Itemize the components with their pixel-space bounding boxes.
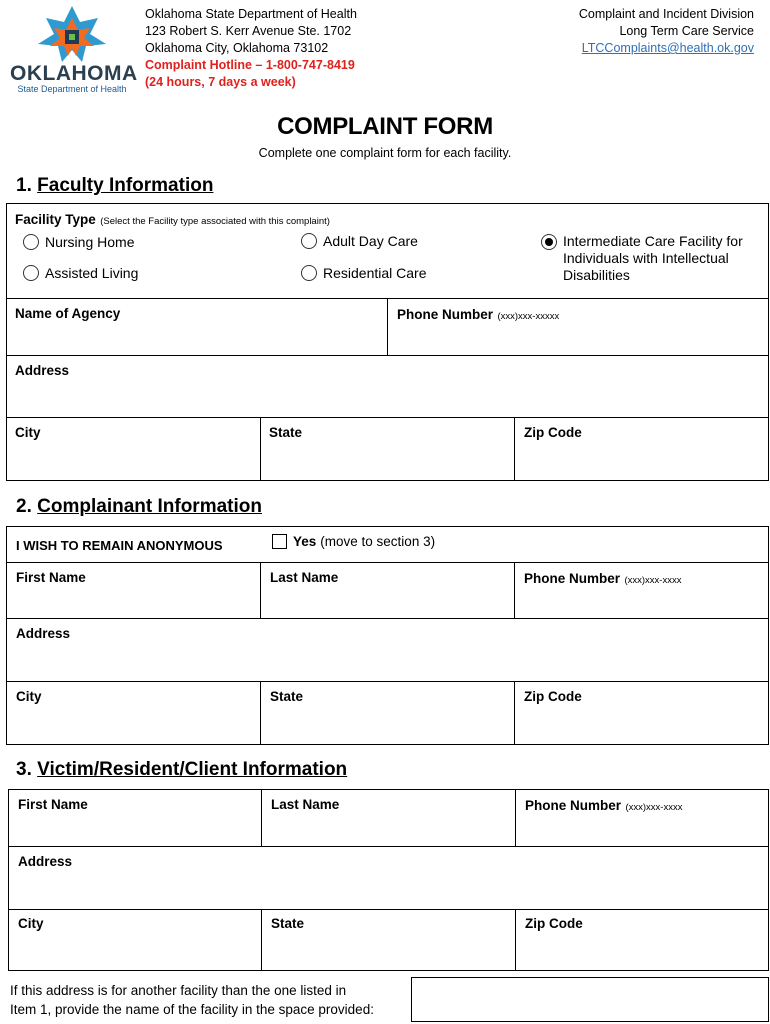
victim-first-name-field[interactable]: [8, 789, 262, 847]
hotline-hours: (24 hours, 7 days a week): [145, 75, 296, 89]
victim-phone-hint: (xxx)xxx-xxxx: [625, 802, 683, 813]
agency-state-field[interactable]: [260, 417, 515, 481]
victim-zip-label: Zip Code: [525, 916, 583, 931]
complainant-state-field[interactable]: [260, 681, 515, 745]
victim-phone-label-row: [525, 797, 682, 815]
agency-phone-field[interactable]: [387, 298, 769, 356]
anonymous-checkbox[interactable]: [272, 534, 287, 549]
option-label: Assisted Living: [45, 265, 139, 281]
complainant-city-field[interactable]: [6, 681, 261, 745]
section2-number: 2.: [16, 496, 32, 517]
agency-city-label: City: [15, 425, 41, 440]
victim-phone-label: Phone Number: [525, 798, 622, 813]
star-logo-icon: [10, 4, 134, 62]
victim-state-field[interactable]: [261, 909, 516, 971]
victim-zip-field[interactable]: [515, 909, 769, 971]
form-subtitle: Complete one complaint form for each facility.: [258, 146, 512, 160]
radio-assisted-living[interactable]: [23, 265, 39, 281]
section3-title: Victim/Resident/Client Information: [37, 759, 348, 780]
victim-address-field[interactable]: [8, 846, 769, 910]
complaint-hotline: Complaint Hotline – 1-800-747-8419: [145, 58, 355, 72]
agency-phone-hint: (xxx)xxx-xxxxx: [497, 311, 560, 322]
agency-city-field[interactable]: [6, 417, 261, 481]
complainant-last-name-label: Last Name: [270, 570, 339, 585]
complainant-zip-field[interactable]: [514, 681, 769, 745]
section3-heading: [16, 759, 347, 781]
radio-residential-care[interactable]: [301, 265, 317, 281]
agency-name-label: Name of Agency: [15, 306, 121, 321]
agency-address-label: Address: [15, 363, 70, 378]
complainant-city-label: City: [16, 689, 42, 704]
osdh-logo: [10, 4, 138, 96]
section2-title: Complainant Information: [37, 496, 262, 517]
victim-city-label: City: [18, 916, 44, 931]
section1-number: 1.: [16, 175, 32, 196]
complainant-address-field[interactable]: [6, 618, 769, 682]
facility-type-box: [6, 203, 769, 299]
section1-heading: [16, 175, 213, 197]
section1-title: Faculty Information: [37, 175, 214, 196]
org-city: Oklahoma City, Oklahoma 73102: [145, 41, 329, 55]
option-nursing-home[interactable]: [23, 234, 134, 250]
email-link[interactable]: LTCComplaints@health.ok.gov: [581, 41, 754, 55]
agency-phone-label: Phone Number: [397, 307, 494, 322]
anonymous-label: I WISH TO REMAIN ANONYMOUS: [16, 538, 223, 553]
agency-zip-field[interactable]: [514, 417, 769, 481]
victim-city-field[interactable]: [8, 909, 262, 971]
section3-number: 3.: [16, 759, 32, 780]
victim-first-name-label: First Name: [18, 797, 88, 812]
facility-type-label: Facility Type: [15, 212, 96, 227]
anonymous-row: [6, 526, 769, 563]
complainant-first-name-field[interactable]: [6, 562, 261, 619]
other-facility-line-2: Item 1, provide the name of the facility in the space provided:: [10, 1002, 374, 1017]
complainant-first-name-label: First Name: [16, 570, 86, 585]
facility-type-hint: (Select the Facility type associated with this complaint): [100, 216, 330, 227]
complainant-phone-field[interactable]: [514, 562, 769, 619]
option-adult-day-care[interactable]: [301, 233, 418, 249]
complainant-phone-label-row: [524, 570, 681, 588]
complainant-address-label: Address: [16, 626, 71, 641]
radio-icf-selected[interactable]: [541, 234, 557, 250]
victim-address-label: Address: [18, 854, 73, 869]
org-street: 123 Robert S. Kerr Avenue Ste. 1702: [145, 24, 352, 38]
radio-adult-day-care[interactable]: [301, 233, 317, 249]
complainant-phone-label: Phone Number: [524, 571, 621, 586]
anonymous-yes-option[interactable]: [272, 534, 435, 549]
complainant-last-name-field[interactable]: [260, 562, 515, 619]
agency-name-field[interactable]: [6, 298, 388, 356]
victim-last-name-label: Last Name: [271, 797, 340, 812]
division-name: Complaint and Incident Division: [578, 7, 754, 21]
anonymous-yes-label: Yes: [293, 534, 317, 549]
complainant-phone-hint: (xxx)xxx-xxxx: [624, 575, 682, 586]
option-label: Nursing Home: [45, 234, 135, 250]
option-label: Intermediate Care Facility for Individuals with Intellectual Disabilities: [563, 233, 743, 283]
victim-phone-field[interactable]: [515, 789, 769, 847]
option-label: Adult Day Care: [323, 233, 418, 249]
logo-subtitle: State Department of Health: [17, 84, 127, 94]
form-title: COMPLAINT FORM: [277, 113, 493, 140]
victim-last-name-field[interactable]: [261, 789, 516, 847]
complainant-state-label: State: [270, 689, 304, 704]
other-facility-line-1: If this address is for another facility than the one listed in: [10, 983, 347, 998]
victim-state-label: State: [271, 916, 305, 931]
radio-nursing-home[interactable]: [23, 234, 39, 250]
anonymous-yes-hint: (move to section 3): [320, 534, 436, 549]
facility-type-label-row: [15, 211, 330, 229]
option-icf[interactable]: [541, 233, 763, 284]
option-label: Residential Care: [323, 265, 427, 281]
section2-heading: [16, 496, 262, 518]
other-facility-name-field[interactable]: [411, 977, 769, 1022]
option-assisted-living[interactable]: [23, 265, 138, 281]
agency-zip-label: Zip Code: [524, 425, 582, 440]
complainant-zip-label: Zip Code: [524, 689, 582, 704]
agency-phone-label-row: [397, 306, 559, 324]
other-facility-instruction: [10, 981, 374, 1019]
option-residential-care[interactable]: [301, 265, 427, 281]
org-name: Oklahoma State Department of Health: [145, 7, 357, 21]
agency-address-field[interactable]: [6, 355, 769, 418]
service-name: Long Term Care Service: [619, 24, 754, 38]
logo-wordmark: OKLAHOMA: [10, 62, 138, 85]
agency-state-label: State: [269, 425, 303, 440]
